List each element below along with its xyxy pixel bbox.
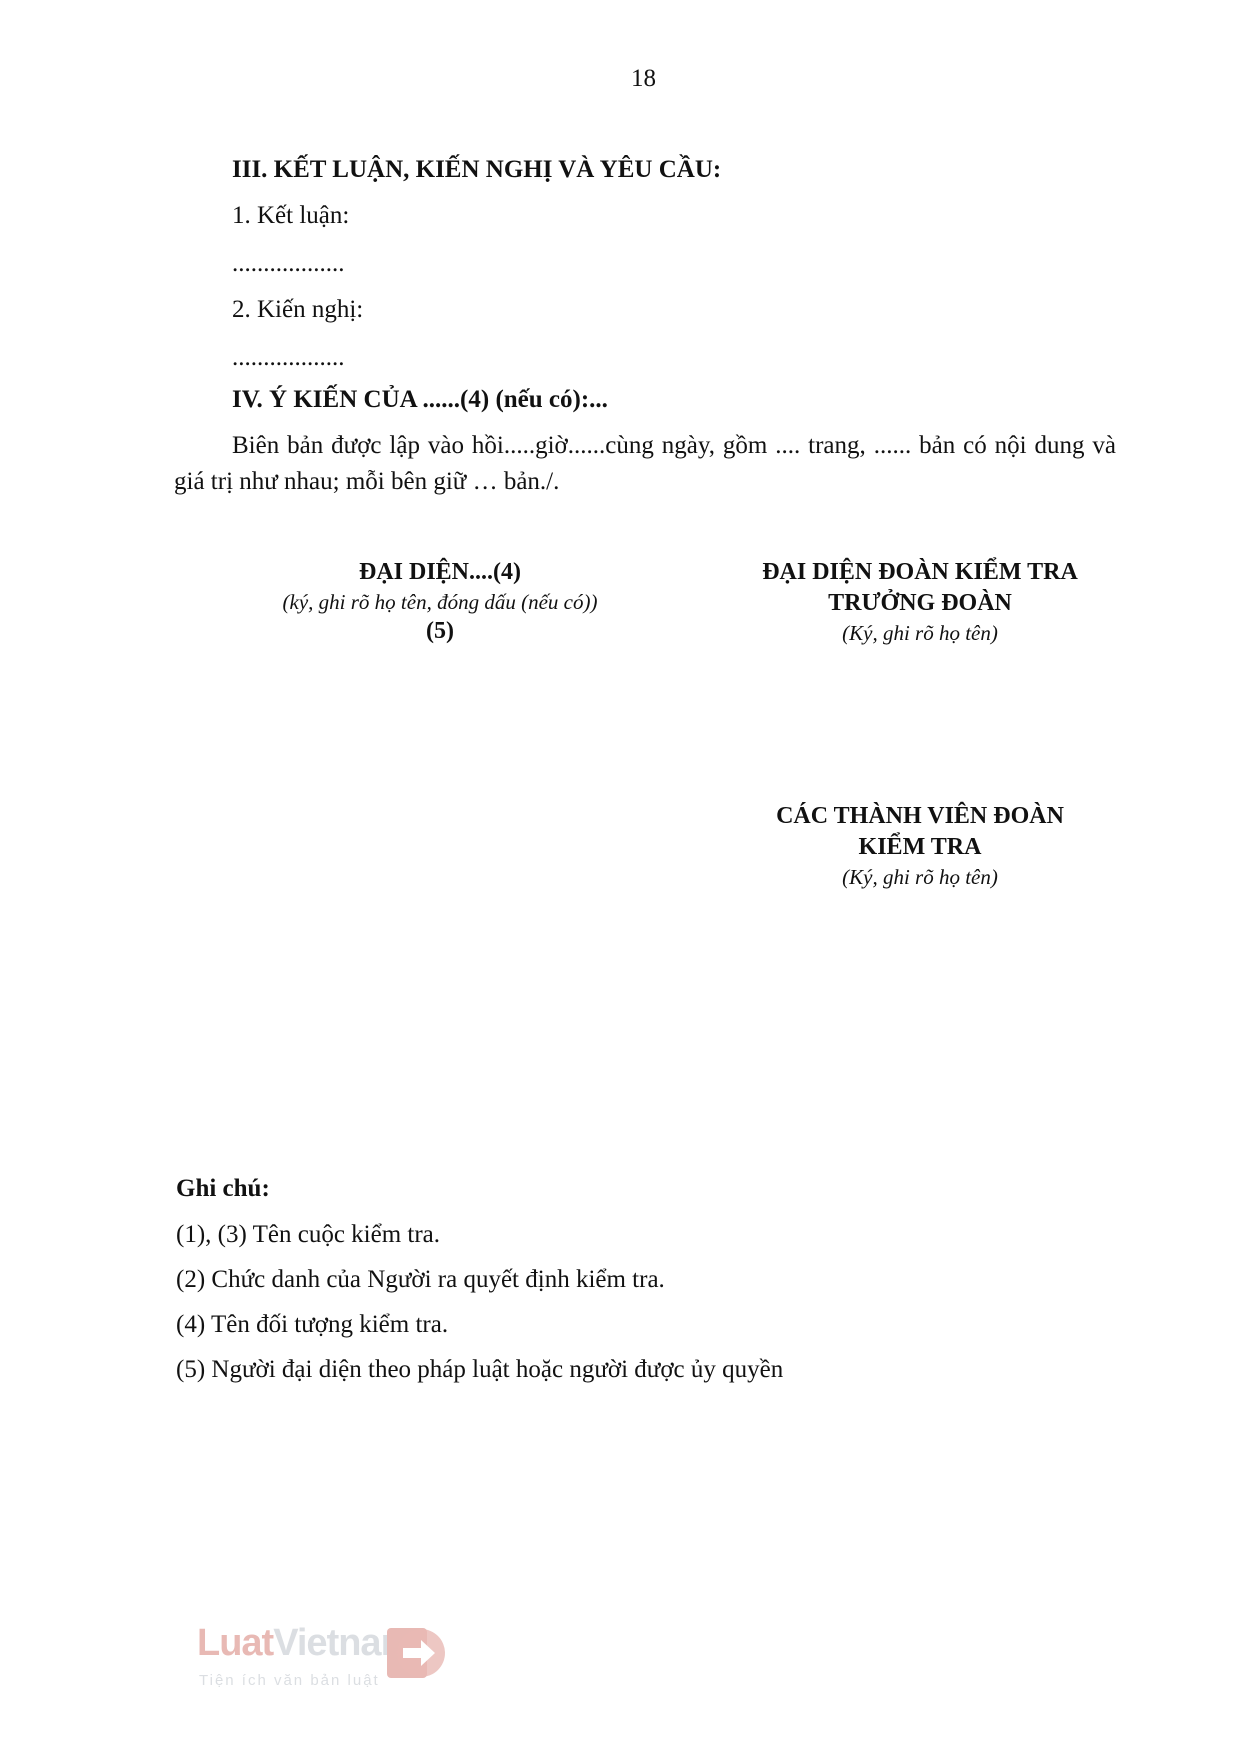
members-title-line1: CÁC THÀNH VIÊN ĐOÀN — [776, 803, 1064, 829]
watermark-brand-part1: Luat — [197, 1622, 274, 1664]
team-lead-note: (Ký, ghi rõ họ tên) — [842, 621, 998, 645]
conclusion-dots: .................. — [232, 250, 345, 277]
watermark-brand-part2: Vietnam — [273, 1622, 414, 1664]
recommendation-dots: .................. — [232, 344, 345, 371]
team-lead-title-line2: TRƯỞNG ĐOÀN — [828, 590, 1012, 616]
watermark-brand — [197, 1622, 413, 1665]
minutes-paragraph: Biên bản được lập vào hồi.....giờ......cùng ngày, gồm .... trang, ...... bản có nội dung và giá trị như nhau; mỗi bên giữ … bản./. — [174, 432, 1116, 495]
conclusion-label: 1. Kết luận: — [232, 202, 350, 229]
recommendation-label: 2. Kiến nghị: — [232, 296, 364, 323]
section-3-heading: III. KẾT LUẬN, KIẾN NGHỊ VÀ YÊU CẦU: — [232, 156, 722, 183]
signature-block-members — [700, 801, 1140, 891]
representative-note: (ký, ghi rõ họ tên, đóng dấu (nếu có)) — [282, 590, 598, 614]
notes-heading: Ghi chú: — [176, 1175, 270, 1202]
note-item: (4) Tên đối tượng kiểm tra. — [176, 1311, 449, 1338]
team-lead-title-line1: ĐẠI DIỆN ĐOÀN KIỂM TRA — [762, 559, 1078, 585]
note-item: (5) Người đại diện theo pháp luật hoặc người được ủy quyền — [176, 1356, 784, 1383]
page-number: 18 — [631, 65, 656, 92]
watermark-tagline: Tiện ích văn bản luật — [199, 1672, 380, 1689]
section-4-heading: IV. Ý KIẾN CỦA ......(4) (nếu có):... — [232, 386, 608, 413]
representative-ref: (5) — [426, 618, 454, 644]
members-title-line2: KIỂM TRA — [858, 834, 982, 860]
signature-block-team-lead — [700, 557, 1140, 647]
signature-block-representative — [224, 557, 656, 647]
watermark-arrow-icon — [385, 1624, 447, 1682]
luatvietnam-watermark — [197, 1622, 457, 1692]
members-note: (Ký, ghi rõ họ tên) — [842, 865, 998, 889]
note-item: (1), (3) Tên cuộc kiểm tra. — [176, 1221, 441, 1248]
representative-title: ĐẠI DIỆN....(4) — [359, 559, 521, 585]
note-item: (2) Chức danh của Người ra quyết định kiểm tra. — [176, 1266, 665, 1293]
